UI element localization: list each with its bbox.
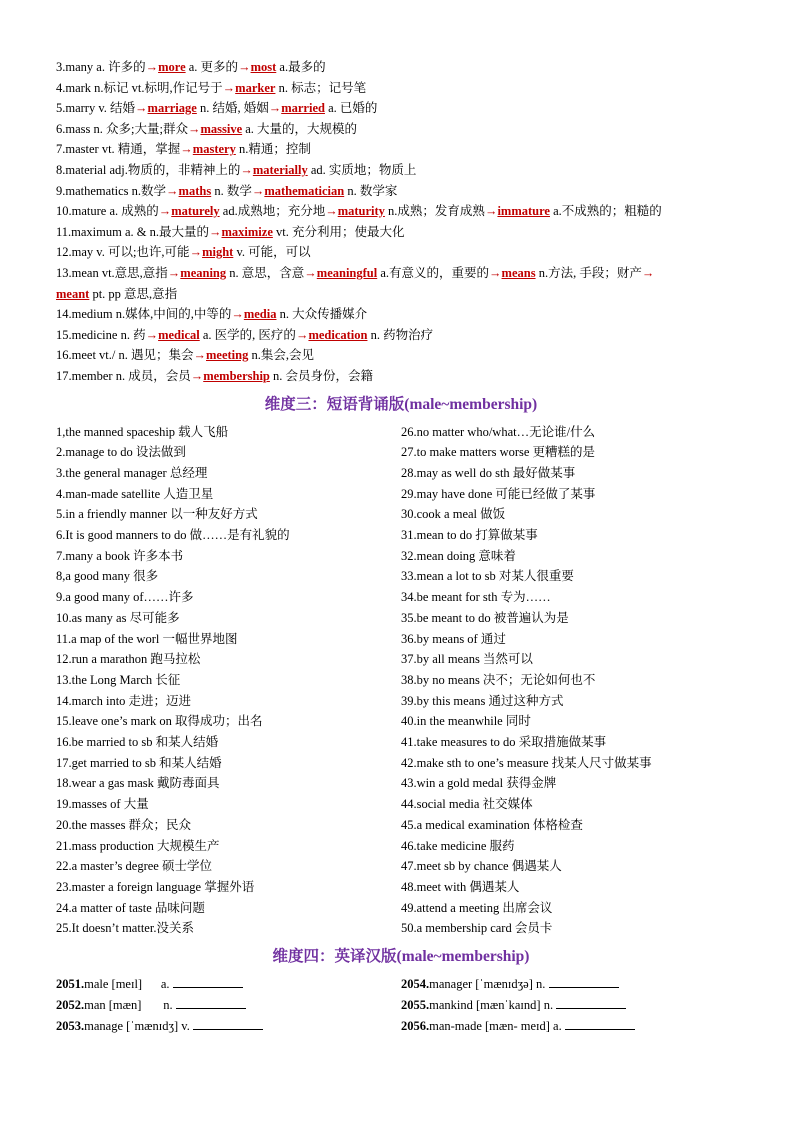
phrase-item: 2.manage to do 设法做到 xyxy=(56,445,186,460)
translation-item xyxy=(56,1016,401,1037)
phrase-item: 37.by all means 当然可以 xyxy=(401,652,533,667)
arrow-right-icon: → xyxy=(295,327,309,342)
arrow-right-icon: → xyxy=(489,265,502,280)
answer-word: media xyxy=(243,307,277,322)
derivation-line xyxy=(56,242,746,263)
derivation-text: 3.many a. 许多的 xyxy=(56,60,146,74)
derivation-text: n. 药物治疗 xyxy=(367,327,434,342)
derivation-line xyxy=(56,345,746,366)
derivation-line xyxy=(56,222,746,243)
derivation-text: 10.mature a. 成熟的 xyxy=(56,204,159,219)
derivation-text: 15.medicine n. 药 xyxy=(56,327,146,342)
word-with-phonetic: mankind [mænˈkaɪnd] n. xyxy=(429,998,557,1013)
item-number: 2054. xyxy=(401,977,430,992)
arrow-right-icon: → xyxy=(135,101,148,116)
phrase-item: 6.It is good manners to do 做……是有礼貌的 xyxy=(56,528,290,543)
derivation-text: n. 数学 xyxy=(211,183,252,198)
phrase-item: 23.master a foreign language 掌握外语 xyxy=(56,879,255,894)
derivation-line xyxy=(56,284,746,305)
derivation-text: 6.mass n. 众多;大量;群众 xyxy=(56,121,188,136)
answer-word: mastery xyxy=(192,142,236,157)
phrase-item: 27.to make matters worse 更糟糕的是 xyxy=(401,445,596,460)
phrase-item: 49.attend a meeting 出席会议 xyxy=(401,900,553,915)
phrase-item: 1,the manned spaceship 载人飞船 xyxy=(56,424,229,439)
derivation-line xyxy=(56,98,746,119)
derivation-line xyxy=(56,119,746,140)
arrow-right-icon: → xyxy=(304,265,317,280)
derivation-text: 14.medium n.媒体,中间的,中等的 xyxy=(56,307,232,322)
phrase-item: 25.It doesn’t matter.没关系 xyxy=(56,921,194,936)
phrase-item: 9.a good many of……许多 xyxy=(56,590,194,605)
phrase-item: 38.by no means 决不；无论如何也不 xyxy=(401,672,596,687)
translation-item xyxy=(401,974,746,995)
answer-word: medication xyxy=(308,327,368,342)
arrow-right-icon: → xyxy=(222,80,236,95)
phrase-item: 45.a medical examination 体格检查 xyxy=(401,817,583,832)
derivation-text: vt. 充分利用；使最大化 xyxy=(272,224,405,239)
derivation-text: 17.member n. 成员，会员 xyxy=(56,368,191,383)
phrase-item: 11.a map of the worl 一幅世界地图 xyxy=(56,631,238,646)
phrase-item: 48.meet with 偶遇某人 xyxy=(401,879,520,894)
translation-item xyxy=(401,1016,746,1037)
derivation-line xyxy=(56,78,746,99)
phrase-item: 32.mean doing 意味着 xyxy=(401,548,516,563)
word-with-phonetic: manage [ˈmænɪdʒ] v. xyxy=(84,1019,193,1034)
phrase-item: 36.by means of 通过 xyxy=(401,631,506,646)
phrase-item: 29.may have done 可能已经做了某事 xyxy=(401,486,596,501)
section4-title: 维度四：英译汉版(male~membership) xyxy=(272,948,530,966)
derivation-text: 7.master vt. 精通，掌握 xyxy=(56,142,181,157)
derivation-line xyxy=(56,263,746,284)
answer-word: medical xyxy=(158,327,200,342)
phrase-column-right xyxy=(401,422,746,940)
phrase-item: 42.make sth to one’s measure 找某人尺寸做某事 xyxy=(401,755,652,770)
arrow-right-icon: → xyxy=(641,265,655,280)
phrase-item: 8,a good many 很多 xyxy=(56,569,159,584)
answer-word: most xyxy=(250,60,277,74)
derivation-text: 4.mark n.标记 vt.标明,作记号于 xyxy=(56,80,223,95)
phrase-item: 16.be married to sb 和某人结婚 xyxy=(56,735,219,750)
phrase-item: 26.no matter who/what…无论谁/什么 xyxy=(401,424,596,439)
arrow-right-icon: → xyxy=(187,121,201,136)
derivation-text: a.有意义的，重要的 xyxy=(377,265,490,280)
derivation-text: a.不成熟的；粗糙的 xyxy=(549,204,662,219)
phrase-item: 21.mass production 大规模生产 xyxy=(56,838,220,853)
answer-blank[interactable] xyxy=(556,996,626,1009)
arrow-right-icon: → xyxy=(158,204,172,219)
word-with-phonetic: male [meɪl] a. xyxy=(84,977,173,992)
phrase-item: 20.the masses 群众；民众 xyxy=(56,817,192,832)
phrase-item: 13.the Long March 长征 xyxy=(56,672,181,687)
derivation-line xyxy=(56,366,746,387)
arrow-right-icon: → xyxy=(484,204,498,219)
answer-word: maturely xyxy=(171,204,220,219)
translation-column-left xyxy=(56,974,401,1037)
item-number: 2055. xyxy=(401,998,430,1013)
derivation-text: n. 意思，含意 xyxy=(226,265,305,280)
answer-word: meant xyxy=(56,286,90,301)
derivation-line xyxy=(56,160,746,181)
answer-word: maximize xyxy=(221,224,273,239)
word-with-phonetic: man [mæn] n. xyxy=(84,998,176,1013)
phrase-item: 34.be meant for sth 专为…… xyxy=(401,590,551,605)
answer-blank[interactable] xyxy=(565,1017,635,1030)
phrase-item: 41.take measures to do 采取措施做某事 xyxy=(401,735,607,750)
phrase-item: 39.by this means 通过这种方式 xyxy=(401,693,564,708)
derivation-text: pt. pp 意思,意指 xyxy=(89,286,178,301)
phrase-item: 28.may as well do sth 最好做某事 xyxy=(401,465,576,480)
phrase-item: 50.a membership card 会员卡 xyxy=(401,921,553,936)
derivation-text: v. 可能，可以 xyxy=(233,245,311,260)
derivation-line xyxy=(56,325,746,346)
derivation-text: a. 医学的, 医疗的 xyxy=(199,327,296,342)
answer-blank[interactable] xyxy=(549,975,619,988)
arrow-right-icon: → xyxy=(251,183,265,198)
derivation-text: ad. 实质地；物质上 xyxy=(307,162,417,177)
derivation-text: n.集会,会见 xyxy=(248,348,314,363)
derivation-text: a.最多的 xyxy=(276,60,326,74)
answer-word: immature xyxy=(497,204,550,219)
item-number: 2053. xyxy=(56,1019,85,1034)
phrase-item: 10.as many as 尽可能多 xyxy=(56,610,180,625)
translation-item xyxy=(56,974,401,995)
derivation-text: n. 会员身份，会籍 xyxy=(269,368,374,383)
answer-word: mathematician xyxy=(264,183,345,198)
arrow-right-icon: → xyxy=(166,183,179,198)
arrow-right-icon: → xyxy=(193,348,206,363)
derivation-line xyxy=(56,304,746,325)
derivation-text: 9.mathematics n.数学 xyxy=(56,183,167,198)
phrase-item: 18.wear a gas mask 戴防毒面具 xyxy=(56,776,220,791)
derivation-text: ad.成熟地；充分地 xyxy=(219,204,326,219)
item-number: 2051. xyxy=(56,977,85,992)
phrase-item: 30.cook a meal 做饭 xyxy=(401,507,506,522)
answer-blank[interactable] xyxy=(193,1017,263,1030)
answer-blank[interactable] xyxy=(176,996,246,1009)
arrow-right-icon: → xyxy=(189,245,203,260)
arrow-right-icon: → xyxy=(268,101,282,116)
arrow-right-icon: → xyxy=(231,307,244,322)
answer-word: maths xyxy=(178,183,212,198)
section3-title: 维度三：短语背诵版(male~membership) xyxy=(264,395,538,413)
derivation-text: n. 结婚, 婚姻 xyxy=(196,101,269,116)
arrow-right-icon: → xyxy=(145,327,159,342)
item-number: 2052. xyxy=(56,998,85,1013)
derivation-text: 8.material adj.物质的，非精神上的 xyxy=(56,162,241,177)
phrase-item: 17.get married to sb 和某人结婚 xyxy=(56,755,222,770)
answer-blank[interactable] xyxy=(173,975,243,988)
phrase-item: 33.mean a lot to sb 对某人很重要 xyxy=(401,569,574,584)
derivation-line xyxy=(56,57,746,78)
arrow-right-icon: → xyxy=(180,142,193,157)
arrow-right-icon: → xyxy=(167,265,181,280)
phrase-item: 3.the general manager 总经理 xyxy=(56,465,208,480)
derivation-text: n.方法, 手段；财产 xyxy=(535,265,642,280)
word-with-phonetic: man-made [mæn- meɪd] a. xyxy=(429,1019,565,1034)
answer-word: membership xyxy=(203,368,270,383)
phrase-item: 7.many a book 许多本书 xyxy=(56,548,184,563)
phrase-item: 46.take medicine 服药 xyxy=(401,838,515,853)
phrase-column-left xyxy=(56,422,401,940)
derivation-text: a. 大量的，大规模的 xyxy=(242,121,358,136)
arrow-right-icon: → xyxy=(238,60,251,74)
derivation-text: n. 数学家 xyxy=(344,183,398,198)
phrase-item: 40.in the meanwhile 同时 xyxy=(401,714,531,729)
translation-exercise xyxy=(56,974,746,1037)
translation-item xyxy=(56,995,401,1016)
phrase-item: 14.march into 走进；迈进 xyxy=(56,693,192,708)
answer-word: means xyxy=(501,265,536,280)
arrow-right-icon: → xyxy=(145,60,159,74)
answer-word: materially xyxy=(252,162,308,177)
phrase-item: 5.in a friendly manner 以一种友好方式 xyxy=(56,507,258,522)
phrase-item: 15.leave one’s mark on 取得成功；出名 xyxy=(56,714,263,729)
phrase-list xyxy=(56,422,746,940)
answer-word: meaning xyxy=(180,265,227,280)
worksheet-page xyxy=(56,57,746,1037)
phrase-item: 31.mean to do 打算做某事 xyxy=(401,528,538,543)
item-number: 2056. xyxy=(401,1019,430,1034)
answer-word: marker xyxy=(235,80,276,95)
phrase-item: 12.run a marathon 跑马拉松 xyxy=(56,652,201,667)
phrase-item: 47.meet sb by chance 偶遇某人 xyxy=(401,859,562,874)
arrow-right-icon: → xyxy=(325,204,338,219)
derivation-text: n.精通；控制 xyxy=(235,142,311,157)
derivation-text: 11.maximum a. & n.最大量的 xyxy=(56,224,209,239)
word-with-phonetic: manager [ˈmænɪdʒə] n. xyxy=(429,977,549,992)
arrow-right-icon: → xyxy=(190,368,204,383)
answer-word: maturity xyxy=(337,204,385,219)
derivation-text: n.成熟；发育成熟 xyxy=(384,204,485,219)
answer-word: marriage xyxy=(147,101,197,116)
derivation-text: 12.may v. 可以;也许,可能 xyxy=(56,245,190,260)
phrase-item: 44.social media 社交媒体 xyxy=(401,797,533,812)
translation-item xyxy=(401,995,746,1016)
derivation-line xyxy=(56,139,746,160)
phrase-item: 22.a master’s degree 硕士学位 xyxy=(56,859,212,874)
derivation-line xyxy=(56,201,746,222)
arrow-right-icon: → xyxy=(209,224,222,239)
answer-word: meaningful xyxy=(316,265,378,280)
phrase-item: 43.win a gold medal 获得金牌 xyxy=(401,776,557,791)
arrow-right-icon: → xyxy=(240,162,253,177)
derivation-text: 13.mean vt.意思,意指 xyxy=(56,265,168,280)
answer-word: meeting xyxy=(206,348,249,363)
phrase-item: 4.man-made satellite 人造卫星 xyxy=(56,486,214,501)
derivation-text: n. 标志；记号笔 xyxy=(275,80,367,95)
word-derivation-list xyxy=(56,57,746,387)
phrase-item: 19.masses of 大量 xyxy=(56,797,149,812)
phrase-item: 35.be meant to do 被普遍认为是 xyxy=(401,610,569,625)
answer-word: married xyxy=(281,101,325,116)
derivation-text: 16.meet vt./ n. 遇见；集会 xyxy=(56,348,194,363)
answer-word: might xyxy=(202,245,234,260)
phrase-item: 24.a matter of taste 品味问题 xyxy=(56,900,205,915)
answer-word: more xyxy=(158,60,186,74)
derivation-line xyxy=(56,181,746,202)
translation-column-right xyxy=(401,974,746,1037)
derivation-text: a. 更多的 xyxy=(185,60,239,74)
derivation-text: 5.marry v. 结婚 xyxy=(56,101,136,116)
derivation-text: n. 大众传播媒介 xyxy=(276,307,368,322)
answer-word: massive xyxy=(200,121,243,136)
derivation-text: a. 已婚的 xyxy=(324,101,378,116)
